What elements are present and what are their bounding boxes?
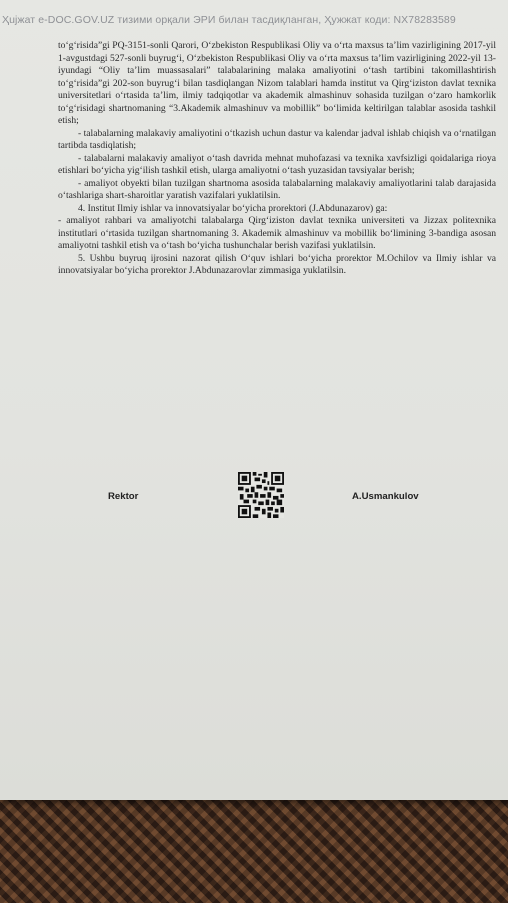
qr-code-icon [238, 472, 284, 518]
paragraph-item-5: 5. Ushbu buyruq ijrosini nazorat qilish O‘quv ishlari bo‘yicha prorektor M.Ochilov va Ilmiy ishlar va innovatsiyalar bo‘yicha prorektor J.Abdunazarovlar zimmasiga yuklatilsin. [58, 252, 496, 276]
signature-name: A.Usmankulov [352, 491, 419, 502]
background-carpet [0, 795, 508, 903]
paragraph-continuation: to‘g‘risida”gi PQ-3151-sonli Qarori, O‘zbekiston Respublikasi Oliy va o‘rta maxsus ta’lim vazirligining 2017-yil 1-avgustdagi 527-sonli buyrug‘i, O‘zbekiston Respublikasi Oliy va o‘rta maxsus ta’lim vazirligining 2022-yil 13-iyundagi “Oliy ta’lim muassasalari” talabalarining malaka amaliyotini o‘tash tartibini takomillashtirish to‘g‘risida”gi 202-son buyrug‘i bilan tasdiqlangan Nizom talablari hamda institut va Qirg‘iziston davlat texnika universitetlari o‘rtasida ta’lim, ilmiy tadqiqotlar va akademik almashinuv sohasida tuzilgan o‘zaro hamkorlik to‘g‘risidagi shartnomaning “3.Akademik almashinuv va mobillik” bo‘limida keltirilgan talablar asosida tashkil etish; [58, 40, 496, 126]
signature-title: Rektor [108, 491, 139, 502]
paragraph-item-4-task: - amaliyot rahbari va amaliyotchi talabalarga Qirg‘iziston davlat texnika universiteti va Jizzax politexnika institutlari o‘rtasida tuzilgan shartnomaning 3. Akademik almashinuv va mobillik bo‘limining 3-bandiga asosan amaliyotni tashkil etish va o‘tash bo‘yicha tushunchalar berish vazifasi yuklatilsin. [58, 215, 496, 251]
paragraph-program: - talabalarning malakaviy amaliyotini o‘tkazish uchun dastur va kalendar jadval ishlab chiqish va o‘rnatilgan tartibda tasdiqlatish; [58, 127, 496, 151]
paragraph-item-4: 4. Institut Ilmiy ishlar va innovatsiyalar bo‘yicha prorektori (J.Abdunazarov) ga: [78, 202, 388, 214]
edoc-watermark: Ҳujжат e-DOC.GOV.UZ тизими орқали ЭРИ билан тасдиқланган, Ҳужжат коди: NX78283589 [2, 14, 456, 26]
document-body [58, 40, 496, 278]
paragraph-conditions: - amaliyot obyekti bilan tuzilgan shartnoma asosida talabalarning malakaviy amaliyotlarini talab darajasida o‘tashlariga shart-sharoitlar yaratish vazifalari yuklatilsin. [58, 177, 496, 201]
paragraph-safety: - talabalarni malakaviy amaliyot o‘tash davrida mehnat muhofazasi va texnika xavfsizligi qoidalariga rioya etishlari bo‘yicha yig‘ilish tashkil etish, ularga amaliyotni o‘tash yuzasidan tavsiyalar berish; [58, 152, 496, 176]
